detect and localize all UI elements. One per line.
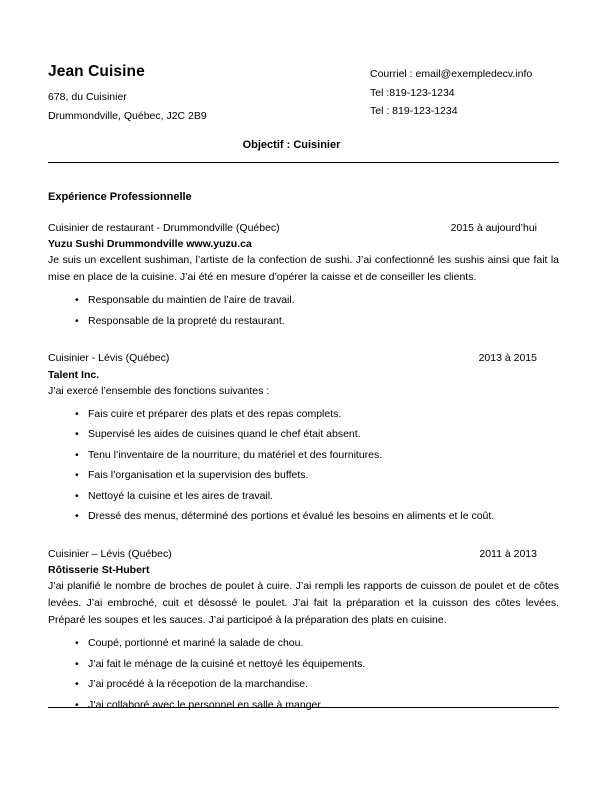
list-item <box>48 313 559 334</box>
list-item <box>48 292 559 313</box>
list-item <box>48 656 559 677</box>
list-item-label: Supervisé les aides de cuisines quand le chef était absent. <box>88 428 361 441</box>
list-item <box>48 508 559 529</box>
contact-email: Courriel : email@exempledecv.info <box>370 68 533 80</box>
experience-list <box>48 220 559 718</box>
address-line-street: 678, du Cuisinier <box>48 91 127 104</box>
bullet-point-icon: • <box>75 489 79 502</box>
job-responsibility-list <box>48 635 559 717</box>
job-description: Je suis un excellent sushiman, l’artiste de la confection de sushi. J’ai confectionné les sushis ainsi que fait la mise en place de la cuisine. J’ai été en mesure d’opérer la caisse et de conseiller les clients. <box>48 254 559 284</box>
job-description: J’ai exercé l’ensemble des fonctions suivantes : <box>48 384 270 397</box>
list-item <box>48 467 559 488</box>
list-item-label: Coupé, portionné et mariné la salade de chou. <box>88 637 304 650</box>
job-title: Cuisinier - Lévis (Québec) <box>48 352 170 365</box>
job-dates: 2015 à aujourd’hui <box>450 221 537 234</box>
bullet-point-icon: • <box>75 314 79 327</box>
experience-entry-header <box>48 546 559 562</box>
bullet-point-icon: • <box>75 637 79 650</box>
list-item-label: Fais l’organisation et la supervision des buffets. <box>88 469 309 482</box>
list-item <box>48 426 559 447</box>
list-item-label: Tenu l’inventaire de la nourriture, du matériel et des fournitures. <box>88 448 383 461</box>
section-heading-experience: Expérience Professionnelle <box>48 190 192 203</box>
experience-entry-header <box>48 350 559 366</box>
objective-heading: Objectif : Cuisinier <box>242 138 341 151</box>
bullet-point-icon: • <box>75 678 79 691</box>
experience-entry <box>48 546 559 718</box>
list-item <box>48 406 559 427</box>
experience-entry <box>48 220 559 334</box>
job-dates: 2011 à 2013 <box>479 547 537 560</box>
list-item-label: J’ai collaboré avec le personnel en salle à manger. <box>88 698 324 711</box>
job-responsibility-list <box>48 406 559 529</box>
bullet-point-icon: • <box>75 428 79 441</box>
header-contact-block <box>370 62 559 121</box>
header-identity-block <box>48 62 370 126</box>
bullet-point-icon: • <box>75 448 79 461</box>
bullet-point-icon: • <box>75 657 79 670</box>
bullet-point-icon: • <box>75 469 79 482</box>
list-item-label: J’ai procédé à la récepotion de la marchandise. <box>88 678 309 691</box>
bullet-point-icon: • <box>75 698 79 711</box>
resume-header <box>48 62 559 126</box>
job-dates: 2013 à 2015 <box>478 352 537 365</box>
list-item-label: Fais cuire et préparer des plats et des repas complets. <box>88 407 342 420</box>
job-company: Yuzu Sushi Drummondville www.yuzu.ca <box>48 238 252 251</box>
job-company: Talent Inc. <box>48 368 100 381</box>
list-item <box>48 676 559 697</box>
resume-content <box>48 62 559 717</box>
job-company: Rôtisserie St-Hubert <box>48 564 150 577</box>
list-item-label: Responsable de la propreté du restaurant. <box>88 314 285 327</box>
page-title: Jean Cuisine <box>48 63 145 80</box>
job-description: J’ai planifié le nombre de broches de poulet à cuire. J’ai rempli les rapports de cuisson de poulet et de côtes levées. J’ai embroché, cuit et désossé le poulet. J’ai fait la préparation et la cuisson des côtes levées. Préparé les soupes et les sauces. J’ai participoé à la préparation des plats en cuisine. <box>48 580 559 627</box>
bullet-point-icon: • <box>75 407 79 420</box>
contact-phone-secondary: Tel : 819-123-1234 <box>370 105 458 118</box>
header-divider <box>48 162 559 163</box>
bullet-point-icon: • <box>75 510 79 523</box>
footer-divider <box>48 707 559 708</box>
list-item <box>48 635 559 656</box>
list-item-label: Dressé des menus, déterminé des portions et évalué les besoins en aliments et le coût. <box>88 510 495 523</box>
list-item-label: Responsable du maintien de l’aire de travail. <box>88 294 295 307</box>
list-item-label: Nettoyé la cuisine et les aires de travail. <box>88 489 274 502</box>
list-item <box>48 447 559 468</box>
bullet-point-icon: • <box>75 294 79 307</box>
experience-entry-header <box>48 220 559 236</box>
address-line-city: Drummondville, Québec, J2C 2B9 <box>48 110 207 123</box>
job-title: Cuisinier de restaurant - Drummondville (Québec) <box>48 221 280 234</box>
list-item <box>48 488 559 509</box>
job-responsibility-list <box>48 292 559 333</box>
list-item-label: J’ai fait le ménage de la cuisiné et nettoyé les équipements. <box>88 657 366 670</box>
contact-phone-primary: Tel :819-123-1234 <box>370 86 455 99</box>
job-title: Cuisinier – Lévis (Québec) <box>48 547 172 560</box>
experience-entry <box>48 350 559 529</box>
